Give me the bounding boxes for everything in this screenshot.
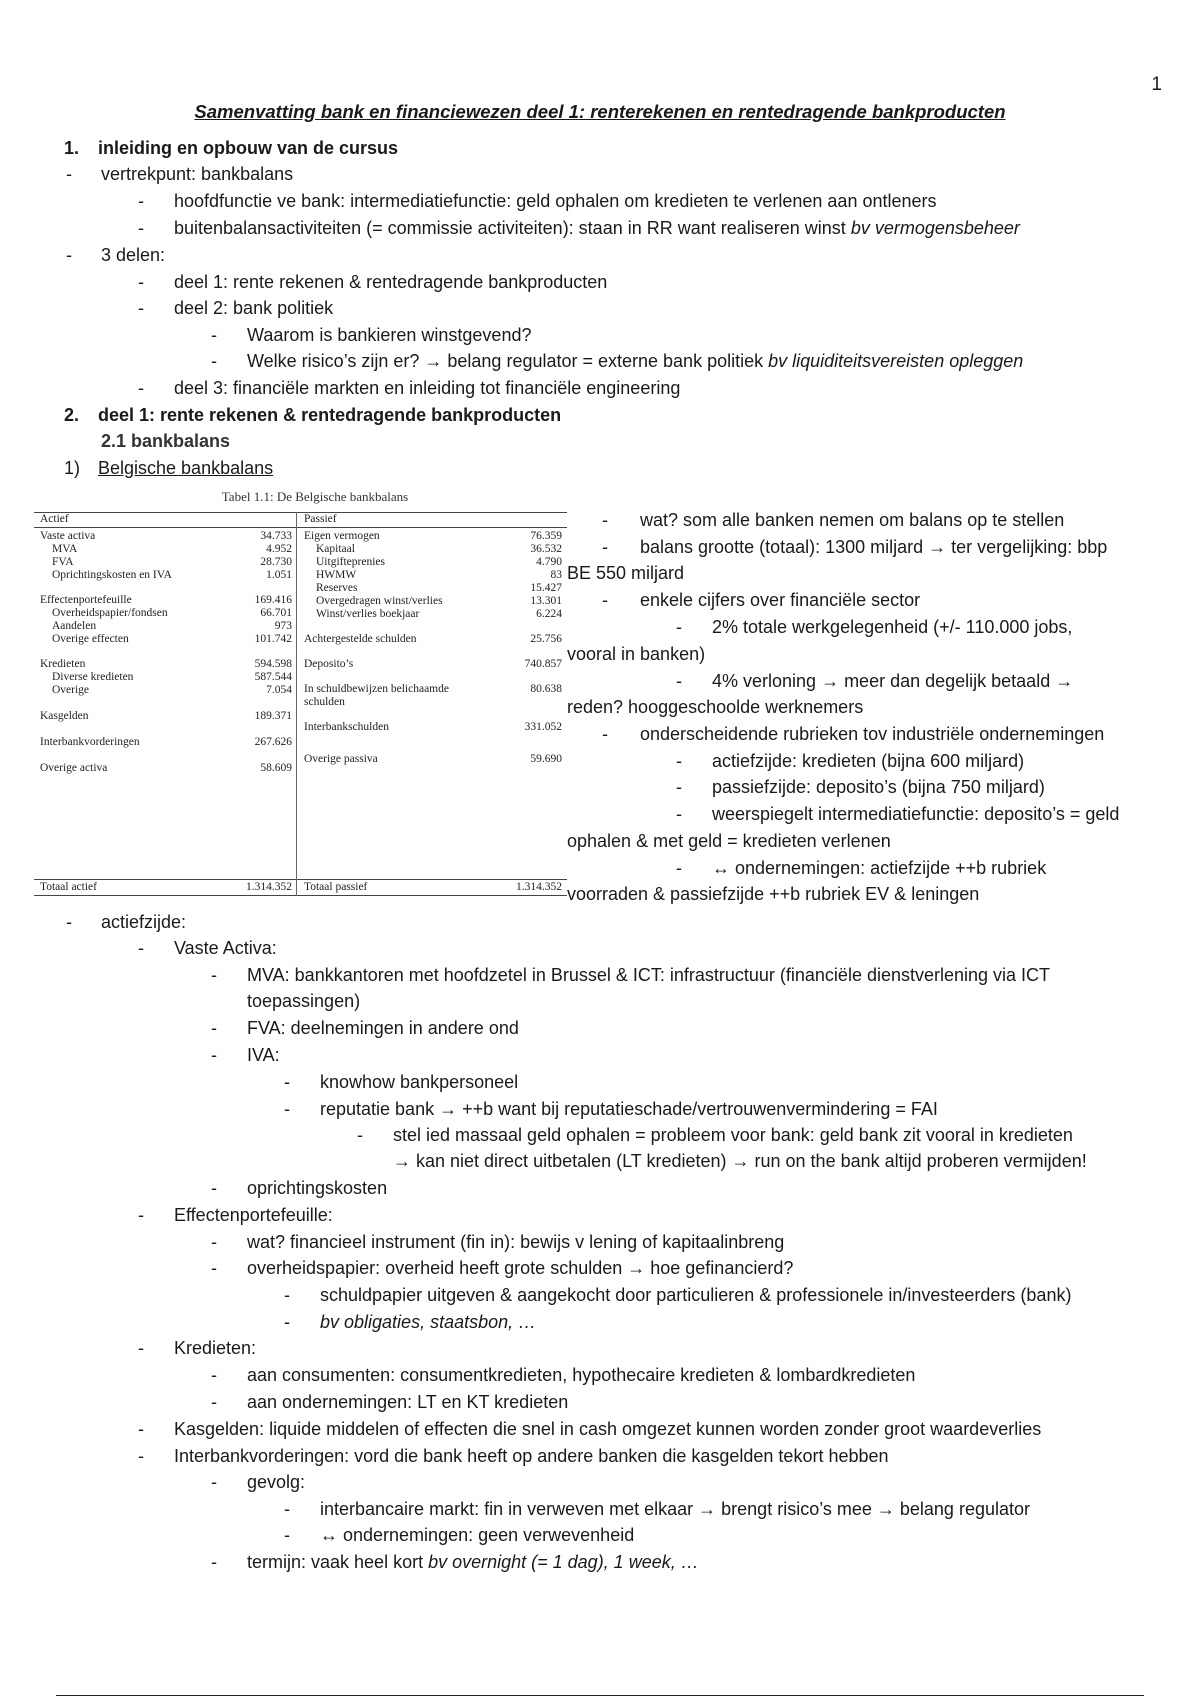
footer-divider <box>56 1695 1144 1696</box>
passief-row-value: 15.427 <box>530 582 562 594</box>
side-note: 2% totale werkgelegenheid (+/- 110.000 jobs, <box>712 617 1073 637</box>
list-item: termijn: vaak heel kort bv overnight (= 1 dag), 1 week, … <box>247 1552 699 1572</box>
actief-row-label: Diverse kredieten <box>52 671 134 683</box>
list-item: wat? financieel instrument (fin in): bewijs v lening of kapitaalinbreng <box>247 1232 785 1252</box>
passief-row-label: Reserves <box>316 582 358 594</box>
actief-row-value: 101.742 <box>254 633 292 645</box>
side-note: passiefzijde: deposito’s (bijna 750 miljard) <box>712 777 1045 797</box>
list-item: aan ondernemingen: LT en KT kredieten <box>247 1392 569 1412</box>
list-item: Vaste Activa: <box>174 938 277 958</box>
passief-row-value: 83 <box>550 569 562 581</box>
actief-row-label: Overige activa <box>40 762 108 774</box>
list-item: vertrekpunt: bankbalans <box>101 164 294 184</box>
actief-row-value: 594.598 <box>254 658 292 670</box>
passief-row-label: Eigen vermogen <box>304 530 380 542</box>
balance-sheet-table <box>34 512 567 896</box>
passief-row-label: Achtergestelde schulden <box>304 633 417 645</box>
passief-row-value: 740.857 <box>524 658 562 670</box>
actief-row-label: Effectenportefeuille <box>40 594 132 606</box>
list-item: bv obligaties, staatsbon, … <box>320 1312 537 1332</box>
list-item: Effectenportefeuille: <box>174 1205 333 1225</box>
passief-row-value: 331.052 <box>524 721 562 733</box>
section-2-heading <box>64 404 561 426</box>
page-title: Samenvatting bank en financiewezen deel 1: renterekenen en rentedragende bankproducten <box>194 101 1006 122</box>
list-item: Waarom is bankieren winstgevend? <box>247 325 532 345</box>
list-item: Kredieten: <box>174 1338 257 1358</box>
actief-row-value: 66.701 <box>260 607 292 619</box>
actief-row-label: Vaste activa <box>40 530 96 542</box>
list-item: reputatie bank → ++b want bij reputatieschade/vertrouwenvermindering = FAI <box>320 1099 938 1119</box>
subsubsection-heading: 1) Belgische bankbalans <box>64 458 274 478</box>
side-note: reden? hooggeschoolde werknemers <box>567 697 864 717</box>
actief-row-value: 267.626 <box>254 736 292 748</box>
section-1-number: 1. <box>64 138 80 158</box>
list-item: buitenbalansactiviteiten (= commissie activiteiten): staan in RR want realiseren winst bv vermogensbeheer <box>174 218 1020 238</box>
side-note: actiefzijde: kredieten (bijna 600 miljard) <box>712 751 1025 771</box>
passief-row-value: 6.224 <box>536 608 562 620</box>
side-note: onderscheidende rubrieken tov industriële ondernemingen <box>640 724 1105 744</box>
passief-row-label: HWMW <box>316 569 357 581</box>
list-item: Interbankvorderingen: vord die bank heeft op andere banken die kasgelden tekort hebben <box>174 1446 889 1466</box>
side-note: 4% verloning → meer dan degelijk betaald → <box>712 671 1074 691</box>
passief-row-value: 25.756 <box>530 633 562 645</box>
actief-row-label: Overige effecten <box>52 633 129 645</box>
side-note: BE 550 miljard <box>567 563 685 583</box>
passief-row-value: 59.690 <box>530 753 562 765</box>
list-item: ↔ ondernemingen: geen verwevenheid <box>320 1525 635 1545</box>
list-item: aan consumenten: consumentkredieten, hypothecaire kredieten & lombardkredieten <box>247 1365 916 1385</box>
actief-row-value: 587.544 <box>254 671 292 683</box>
list-item: deel 1: rente rekenen & rentedragende bankproducten <box>174 272 608 292</box>
section-2-number: 2. <box>64 405 80 425</box>
total-passief-label: Totaal passief <box>304 881 368 893</box>
side-note: ophalen & met geld = kredieten verlenen <box>567 831 891 851</box>
table-caption: Tabel 1.1: De Belgische bankbalans <box>221 489 409 504</box>
table-header-passief: Passief <box>304 513 337 525</box>
subsection-heading: 2.1 bankbalans <box>101 431 231 451</box>
actief-row-value: 58.609 <box>260 762 292 774</box>
list-item: deel 2: bank politiek <box>174 298 334 318</box>
list-item-continued: → kan niet direct uitbetalen (LT kredieten) → run on the bank altijd proberen vermijden! <box>393 1151 1087 1171</box>
list-item: stel ied massaal geld ophalen = probleem voor bank: geld bank zit vooral in kredieten <box>393 1125 1073 1145</box>
list-item-continued: toepassingen) <box>247 991 361 1011</box>
actief-row-label: Aandelen <box>52 620 97 632</box>
actief-row-label: FVA <box>52 556 74 568</box>
list-item: Welke risico’s zijn er? → belang regulator = externe bank politiek bv liquiditeitsvereisten opleggen <box>247 351 1024 371</box>
passief-row-value: 4.790 <box>536 556 562 568</box>
actief-row-label: MVA <box>52 543 78 555</box>
total-actief-value: 1.314.352 <box>246 881 292 893</box>
document-page: 1 Samenvatting bank en financiewezen deel 1: renterekenen en rentedragende bankproducten 1. inleiding en opbouw van de cursus - vertrekpunt: bankbalans - hoofdfunctie ve bank: intermediatiefunctie: geld ophalen om kredieten te verlenen aan ontleners - buitenbalansactiviteiten (= commissie activiteiten): staan in RR want realiseren winst bv vermogensbeheer - 3 delen: - deel 1: rente rekenen & rentedragende bankproducten - deel 2: bank politiek - Waarom is bankieren winstgevend? - Welke risico’s zijn er? → belang regulator = externe bank politiek bv liquiditeitsvereisten opleggen - deel 3: financiële markten en inleiding tot financiële engineering 2. deel 1: rente rekenen & rentedragende bankproducten 2.1 bankbalans 1) Belgische bankbalans Tabel 1.1: De Belgische bankbalans Actief Passief Totaal actief 1.314.352 Totaal passief 1.314.352 Vaste activa 34.733 MVA 4.952 FVA 28.730 Oprichtingskosten en IVA 1.051 Effectenportefeuille 169.416 Overheidspapier/fondsen 66.701 Aandelen 973 Overige effecten 101.742 Kredieten 594.598 Diverse kredieten 587.544 Overige 7.054 Kasgelden 189.371 Interbankvorderingen 267.626 Overige activa 58.609 Eigen vermogen 76.359 Kapitaal 36.532 Uitgifteprenies 4.790 HWMW 83 Reserves 15.427 Overgedragen winst/verlies 13.301 Winst/verlies boekjaar 6.224 Achtergestelde schulden 25.756 Deposito’s 740.857 In schuldbewijzen belichaamde 80.638 schulden Interbankschulden 331.052 Overige passiva 59.690 - wat? som alle banken nemen om balans op te stellen - balans grootte (totaal): 1300 miljard → ter vergelijking: bbp BE 550 miljard - enkele cijfers over financiële sector - 2% totale werkgelegenheid (+/- 110.000 jobs, vooral in banken) - 4% verloning → meer dan degelijk betaald → reden? hooggeschoolde werknemers - onderscheidende rubrieken tov industriële ondernemingen - actiefzijde: kredieten (bijna 600 miljard) - passiefzijde: deposito’s (bijna 750 miljard) - weerspiegelt intermediatiefunctie: deposito’s = geld ophalen & met geld = kredieten verlenen - ↔ ondernemingen: actiefzijde ++b rubriek voorraden & passiefzijde ++b rubriek EV & leningen - actiefzijde: - Vaste Activa: - MVA: bankkantoren met hoofdzetel in Brussel & ICT: infrastructuur (financiële dienstverlening via ICT toepassingen) - FVA: deelnemingen in andere ond - IVA: - knowhow bankpersoneel - reputatie bank → ++b want bij reputatieschade/vertrouwenvermindering = FAI - stel ied massaal geld ophalen = probleem voor bank: geld bank zit vooral in kredieten → kan niet direct uitbetalen (LT kredieten) → run on the bank altijd proberen vermijden! - oprichtingskosten - Effectenportefeuille: - wat? financieel instrument (fin in): bewijs v lening of kapitaalinbreng - overheidspapier: overheid heeft grote schulden → hoe gefinancierd? - schuldpapier uitgeven & aangekocht door particulieren & professionele in/investeerders (bank) - bv obligaties, staatsbon, … - Kredieten: - aan consumenten: consumentkredieten, hypothecaire kredieten & lombardkredieten - aan ondernemingen: LT en KT kredieten - Kasgelden: liquide middelen of effecten die snel in cash omgezet kunnen worden zonder groot waardeverlies - Interbankvorderingen: vord die bank heeft op andere banken die kasgelden tekort hebben - gevolg: - interbancaire markt: fin in verweven met elkaar → brengt risico’s mee → belang regulator - ↔ ondernemingen: geen verwevenheid - termijn: vaak heel kort bv overnight (= 1 dag), 1 week, … <box>0 0 1200 1700</box>
actief-row-value: 1.051 <box>266 569 292 581</box>
passief-row-value: 36.532 <box>530 543 562 555</box>
list-item: overheidspapier: overheid heeft grote schulden → hoe gefinancierd? <box>247 1258 794 1278</box>
side-note: ↔ ondernemingen: actiefzijde ++b rubriek <box>712 858 1047 878</box>
side-note: balans grootte (totaal): 1300 miljard → ter vergelijking: bbp <box>640 537 1108 557</box>
actief-row-label: Kredieten <box>40 658 86 670</box>
side-note: vooral in banken) <box>567 644 706 664</box>
list-item: oprichtingskosten <box>247 1178 388 1198</box>
actief-row-label: Interbankvorderingen <box>40 736 140 748</box>
actief-row-value: 28.730 <box>260 556 292 568</box>
side-note: wat? som alle banken nemen om balans op te stellen <box>640 510 1065 530</box>
list-item: schuldpapier uitgeven & aangekocht door particulieren & professionele in/investeerders (bank) <box>320 1285 1072 1305</box>
actief-row-value: 189.371 <box>254 710 292 722</box>
actief-row-label: Kasgelden <box>40 710 89 722</box>
total-actief-label: Totaal actief <box>40 881 97 893</box>
section-1-title: inleiding en opbouw van de cursus <box>98 138 399 158</box>
table-header-actief: Actief <box>40 513 69 525</box>
list-item: actiefzijde: <box>101 912 187 932</box>
actief-row-value: 7.054 <box>266 684 292 696</box>
total-passief-value: 1.314.352 <box>516 881 562 893</box>
section-2-title: deel 1: rente rekenen & rentedragende bankproducten <box>98 405 562 425</box>
passief-row-label: Overige passiva <box>304 753 378 765</box>
passief-row-value: 76.359 <box>530 530 562 542</box>
list-item: 3 delen: <box>101 245 166 265</box>
actief-row-value: 169.416 <box>254 594 292 606</box>
actief-row-value: 4.952 <box>266 543 292 555</box>
passief-row-label: Overgedragen winst/verlies <box>316 595 443 607</box>
actief-row-label: Overige <box>52 684 90 696</box>
list-item: gevolg: <box>247 1472 306 1492</box>
list-item: FVA: deelnemingen in andere ond <box>247 1018 519 1038</box>
list-item: deel 3: financiële markten en inleiding tot financiële engineering <box>174 378 681 398</box>
list-item: Kasgelden: liquide middelen of effecten die snel in cash omgezet kunnen worden zonder groot waardeverlies <box>174 1419 1042 1439</box>
passief-row-label: Uitgifteprenies <box>316 556 385 568</box>
list-item: knowhow bankpersoneel <box>320 1072 519 1092</box>
passief-row-label: Deposito’s <box>304 658 354 670</box>
section-1-heading <box>64 137 398 159</box>
list-item: interbancaire markt: fin in verweven met elkaar → brengt risico’s mee → belang regulator <box>320 1499 1030 1519</box>
passief-row-label: Winst/verlies boekjaar <box>316 608 420 620</box>
passief-row-value: 80.638 <box>530 683 562 695</box>
actief-row-value: 973 <box>274 620 292 632</box>
list-item: MVA: bankkantoren met hoofdzetel in Brussel & ICT: infrastructuur (financiële dienstverlening via ICT <box>247 965 1051 985</box>
actief-row-label: Oprichtingskosten en IVA <box>52 569 172 581</box>
passief-row-value: 13.301 <box>530 595 562 607</box>
passief-row-label: In schuldbewijzen belichaamde <box>304 683 449 695</box>
page-number: 1 <box>1151 74 1162 95</box>
list-item: IVA: <box>247 1045 280 1065</box>
side-note: enkele cijfers over financiële sector <box>640 590 921 610</box>
passief-row-label: Interbankschulden <box>304 721 389 733</box>
passief-row-label: schulden <box>304 696 345 708</box>
side-note: voorraden & passiefzijde ++b rubriek EV & leningen <box>567 884 980 904</box>
side-note: weerspiegelt intermediatiefunctie: deposito’s = geld <box>712 804 1120 824</box>
passief-row-label: Kapitaal <box>316 543 355 555</box>
list-item: hoofdfunctie ve bank: intermediatiefunctie: geld ophalen om kredieten te verlenen aan ontleners <box>174 191 937 211</box>
actief-row-value: 34.733 <box>260 530 292 542</box>
actief-row-label: Overheidspapier/fondsen <box>52 607 168 619</box>
